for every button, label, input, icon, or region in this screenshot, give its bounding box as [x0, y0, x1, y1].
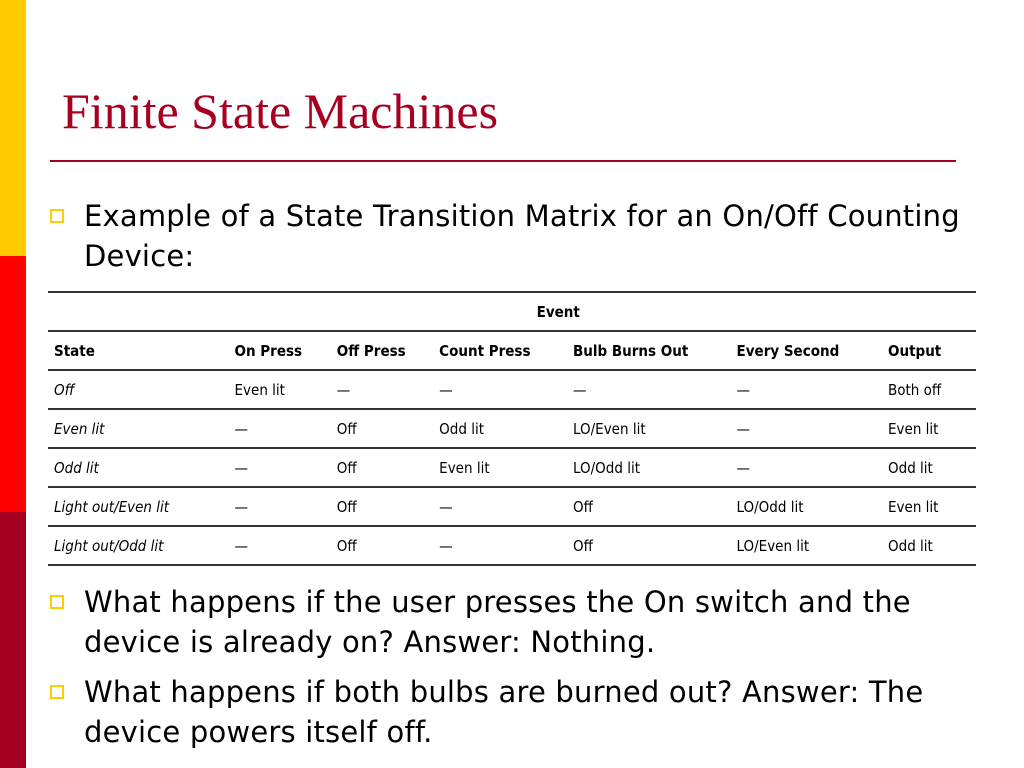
- bulb-burns-out-cell: Off: [567, 526, 731, 565]
- column-header-bulb-burns-out: Bulb Burns Out: [567, 331, 731, 370]
- every-second-cell: LO/Even lit: [731, 526, 882, 565]
- column-header-every-second: Every Second: [731, 331, 882, 370]
- bulb-burns-out-cell: LO/Odd lit: [567, 448, 731, 487]
- column-header-count-press: Count Press: [433, 331, 567, 370]
- every-second-cell: —: [731, 448, 882, 487]
- on-press-cell: —: [229, 487, 331, 526]
- table-row: [48, 370, 976, 409]
- bulb-burns-out-cell: —: [567, 370, 731, 409]
- every-second-cell: LO/Odd lit: [731, 487, 882, 526]
- on-press-cell: —: [229, 526, 331, 565]
- on-press-cell: —: [229, 448, 331, 487]
- column-header-on-press: On Press: [229, 331, 331, 370]
- state-cell: Even lit: [48, 409, 229, 448]
- table-row: [48, 487, 976, 526]
- hollow-square-bullet-icon: [50, 209, 64, 223]
- decor-bar-yellow: [0, 0, 26, 256]
- column-header-off-press: Off Press: [331, 331, 433, 370]
- state-cell: Off: [48, 370, 229, 409]
- on-press-cell: Even lit: [229, 370, 331, 409]
- output-cell: Even lit: [882, 409, 976, 448]
- state-cell: Light out/Odd lit: [48, 526, 229, 565]
- every-second-cell: —: [731, 370, 882, 409]
- output-cell: Odd lit: [882, 448, 976, 487]
- decor-bar-crimson: [0, 512, 26, 768]
- bullet-question-bulbs-text: What happens if both bulbs are burned out? Answer: The device powers itself off.: [84, 675, 924, 749]
- count-press-cell: Even lit: [433, 448, 567, 487]
- every-second-cell: —: [731, 409, 882, 448]
- slide-title: Finite State Machines: [62, 83, 499, 139]
- output-cell: Even lit: [882, 487, 976, 526]
- table-row: [48, 448, 976, 487]
- state-cell: Light out/Even lit: [48, 487, 229, 526]
- count-press-cell: Odd lit: [433, 409, 567, 448]
- hollow-square-bullet-icon: [50, 595, 64, 609]
- hollow-square-bullet-icon: [50, 685, 64, 699]
- count-press-cell: —: [433, 370, 567, 409]
- column-header-state: State: [48, 331, 229, 370]
- bullet-question-on-switch: [84, 582, 984, 662]
- matrix-empty-header: [48, 292, 229, 331]
- matrix-group-header-row: [48, 292, 976, 331]
- title-underline: [50, 160, 956, 162]
- count-press-cell: —: [433, 526, 567, 565]
- off-press-cell: Off: [331, 448, 433, 487]
- off-press-cell: —: [331, 370, 433, 409]
- table-row: [48, 526, 976, 565]
- off-press-cell: Off: [331, 487, 433, 526]
- bullet-question-on-switch-text: What happens if the user presses the On switch and the device is already on? Answer: Nothing.: [84, 585, 911, 659]
- matrix-empty-header: [882, 292, 976, 331]
- bullet-intro-text: Example of a State Transition Matrix for an On/Off Counting Device:: [84, 199, 960, 273]
- bullet-intro: [84, 196, 984, 276]
- decor-bar-red: [0, 256, 26, 512]
- bulb-burns-out-cell: LO/Even lit: [567, 409, 731, 448]
- output-cell: Both off: [882, 370, 976, 409]
- matrix-column-header-row: [48, 331, 976, 370]
- bulb-burns-out-cell: Off: [567, 487, 731, 526]
- output-cell: Odd lit: [882, 526, 976, 565]
- on-press-cell: —: [229, 409, 331, 448]
- off-press-cell: Off: [331, 526, 433, 565]
- column-header-output: Output: [882, 331, 976, 370]
- table-row: [48, 409, 976, 448]
- state-transition-matrix: [48, 291, 976, 566]
- matrix-event-header: Event: [229, 292, 883, 331]
- count-press-cell: —: [433, 487, 567, 526]
- off-press-cell: Off: [331, 409, 433, 448]
- state-cell: Odd lit: [48, 448, 229, 487]
- bullet-question-bulbs: [84, 672, 984, 752]
